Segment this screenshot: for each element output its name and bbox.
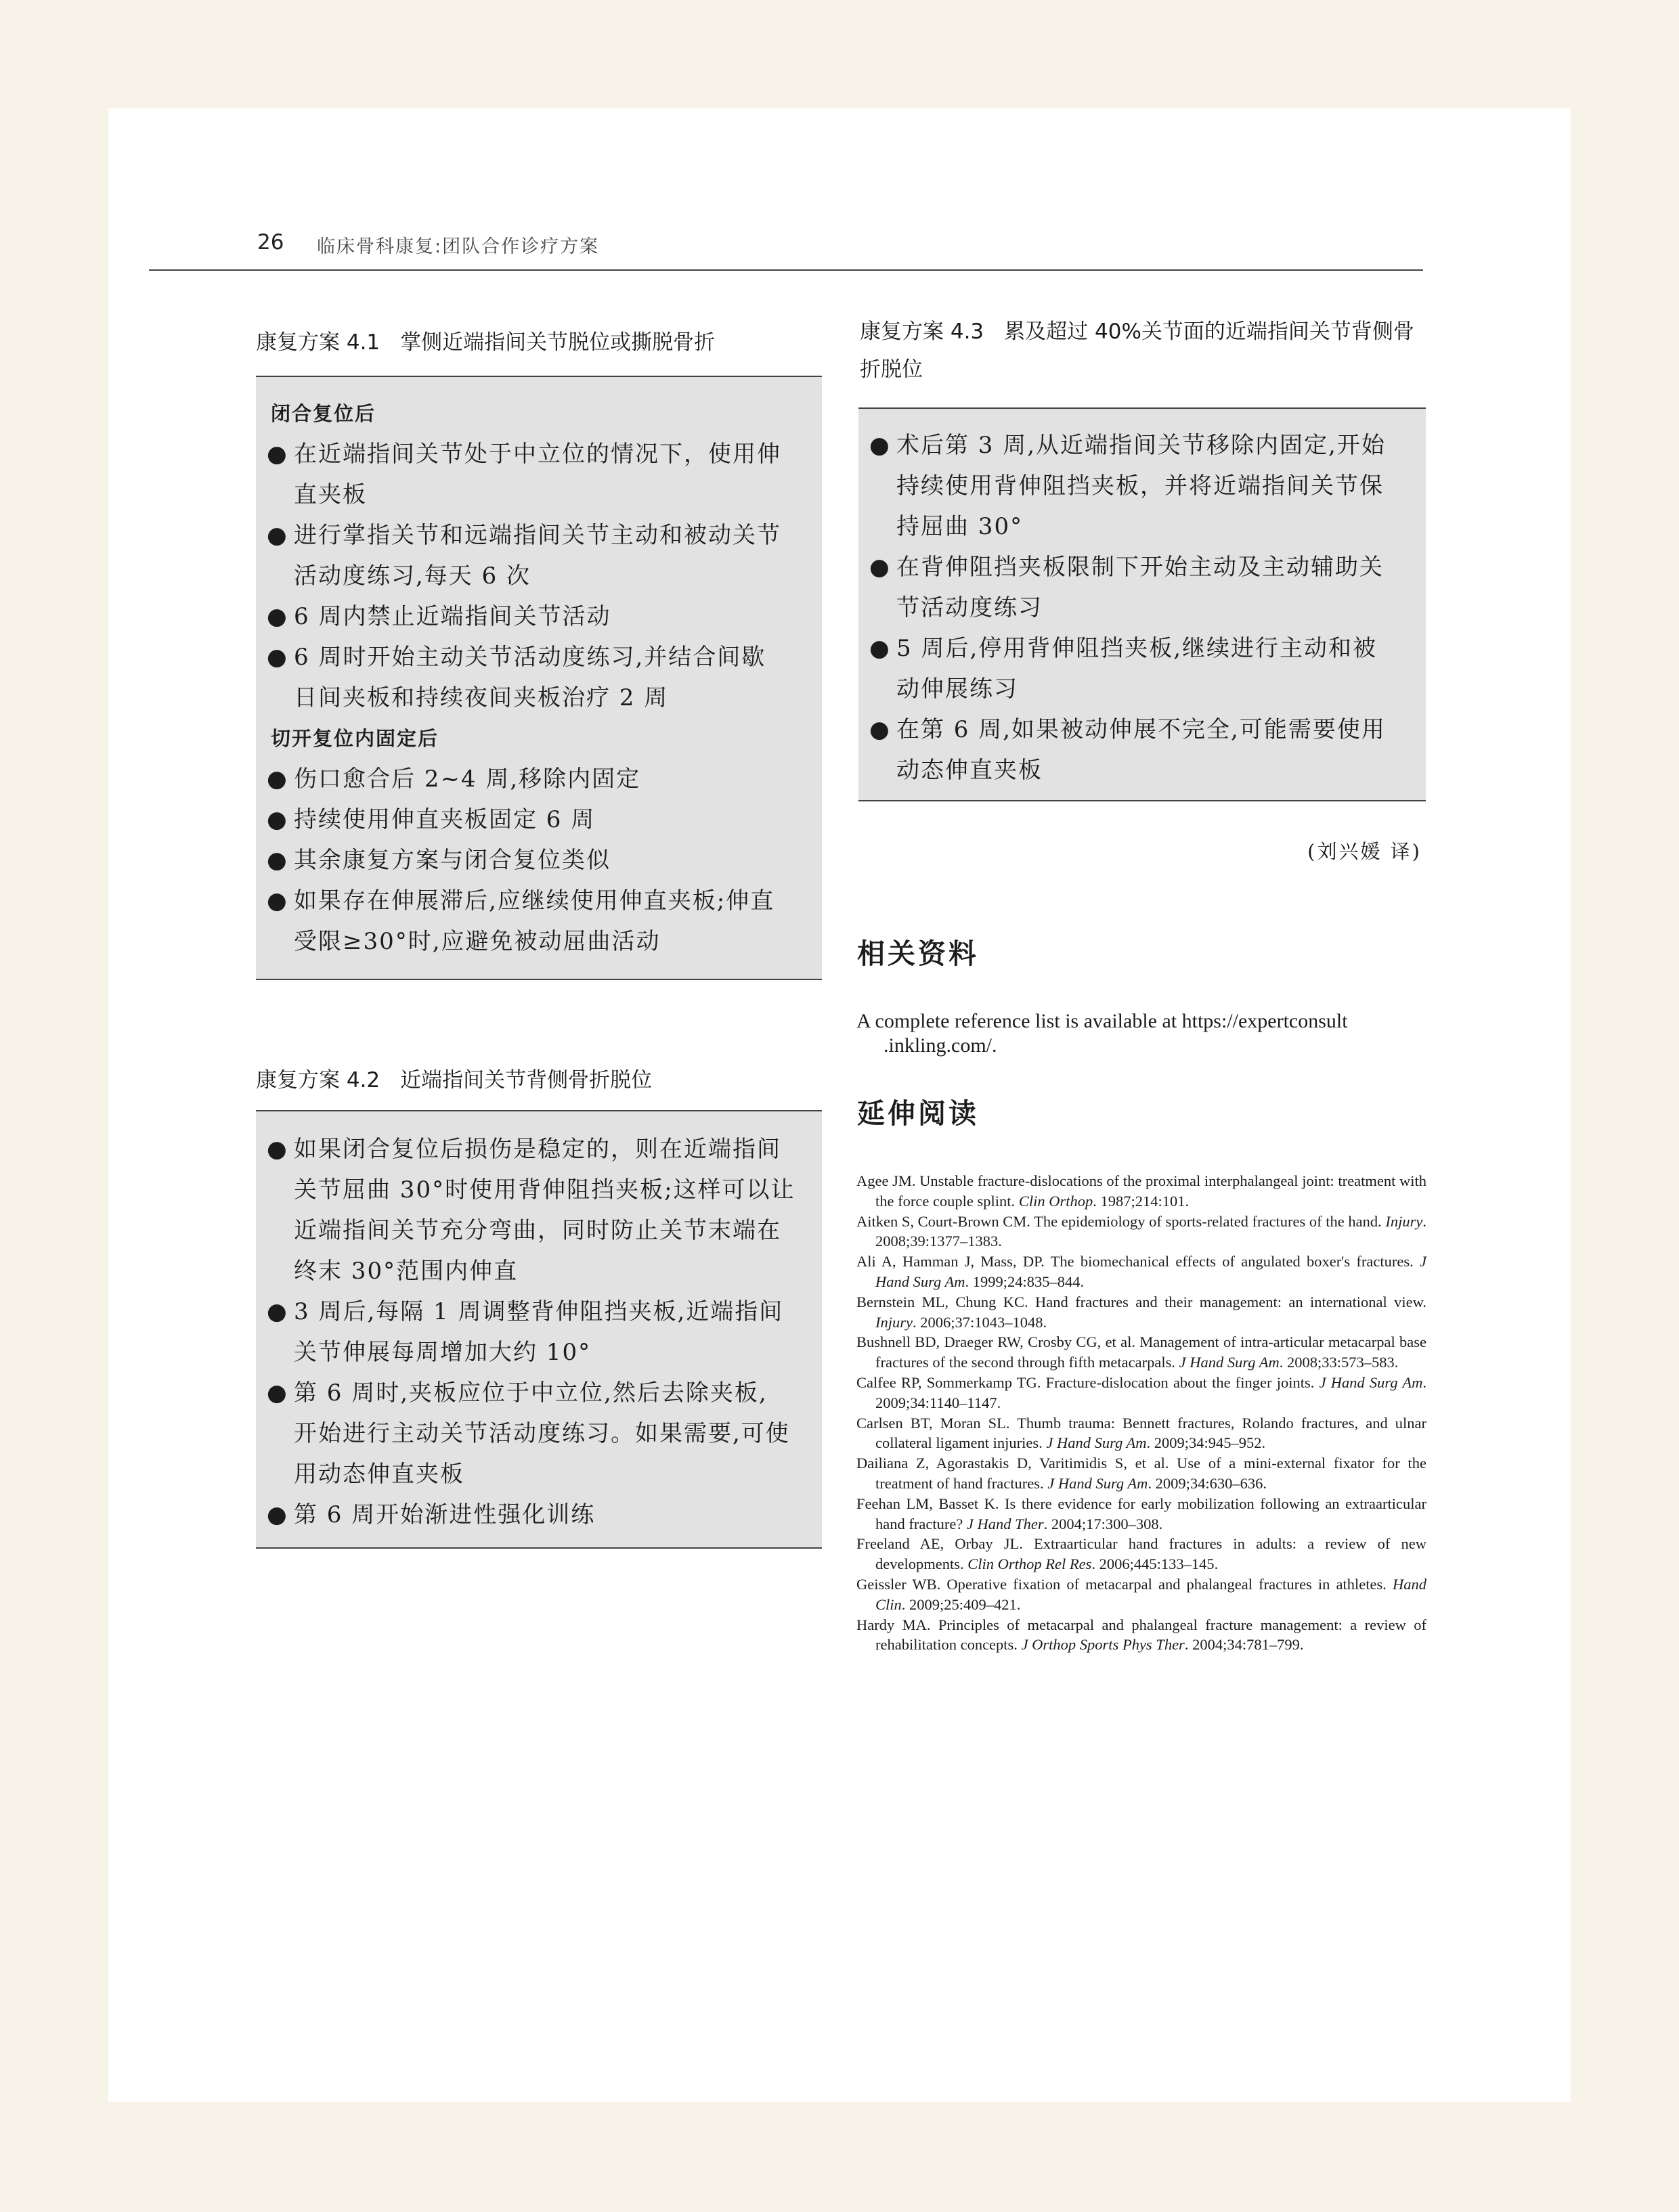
bullet-icon: ● (267, 847, 288, 874)
translator-credit: (刘兴媛 译) (1307, 840, 1422, 863)
box2-title (256, 1061, 652, 1099)
reference-item: Hardy MA. Principles of metacarpal and phalangeal fracture management: a review of rehabilitation concepts. J Orthop Sports Phys Ther. 2004;34:781–799. (856, 1616, 1426, 1654)
box2-number: 康复方案 4.2 (256, 1068, 380, 1092)
bullet-icon: ● (267, 887, 288, 914)
reference-link-line1: A complete reference list is available at https://expertconsult (856, 1010, 1348, 1032)
bullet-icon: ● (267, 1501, 288, 1528)
list-item: ● 在近端指间关节处于中立位的情况下，使用伸 直夹板 (256, 434, 822, 515)
bullet-icon: ● (267, 1136, 288, 1163)
reference-item: Feehan LM, Basset K. Is there evidence for early mobilization following an extraarticular hand fracture? J Hand Ther. 2004;17:300–308. (856, 1495, 1426, 1532)
bullet-icon: ● (869, 432, 891, 459)
list-item: ● 第 6 周时,夹板应位于中立位,然后去除夹板, 开始进行主动关节活动度练习。如果需要,可使 用动态伸直夹板 (256, 1373, 822, 1495)
list-item: ● 6 周时开始主动关节活动度练习,并结合间歇 日间夹板和持续夜间夹板治疗 2 周 (256, 637, 822, 718)
box3 (858, 407, 1426, 801)
list-item: ● 在第 6 周,如果被动伸展不完全,可能需要使用 动态伸直夹板 (858, 709, 1426, 791)
box1-list-closed (256, 434, 822, 718)
box3-list (858, 425, 1426, 791)
bullet-icon: ● (267, 806, 288, 833)
list-item: ● 进行掌指关节和远端指间关节主动和被动关节 活动度练习,每天 6 次 (256, 515, 822, 596)
reference-item: Carlsen BT, Moran SL. Thumb trauma: Bennett fractures, Rolando fractures, and ulnar collateral ligament injuries. J Hand Surg Am. 2009;34:945–952. (856, 1414, 1426, 1452)
box2-title-text: 近端指间关节背侧骨折脱位 (400, 1068, 653, 1092)
bullet-icon: ● (267, 1379, 288, 1407)
reference-list (856, 1171, 1426, 1655)
reference-item: Aitken S, Court-Brown CM. The epidemiology of sports-related fractures of the hand. Injury. 2008;39:1377–1383. (856, 1212, 1426, 1250)
bullet-icon: ● (869, 716, 891, 743)
bullet-icon: ● (869, 554, 891, 581)
reference-link-line2: .inkling.com/. (884, 1034, 997, 1057)
running-header (149, 230, 1423, 271)
box3-title (860, 313, 1414, 389)
box1-title-text: 掌侧近端指间关节脱位或撕脱骨折 (400, 330, 716, 355)
box1-section-heading: 闭合复位后 (271, 402, 376, 425)
box3-title-line2: 折脱位 (860, 357, 923, 382)
box1-number: 康复方案 4.1 (256, 330, 380, 355)
reference-item: Bernstein ML, Chung KC. Hand fractures and their management: an international view. Injury. 2006;37:1043–1048. (856, 1293, 1426, 1331)
reference-item: Agee JM. Unstable fracture-dislocations of the proximal interphalangeal joint: treatment with the force couple splint. Clin Orthop. 1987;214:101. (856, 1172, 1426, 1210)
reference-link-note (856, 1009, 1425, 1058)
list-item: ● 如果存在伸展滞后,应继续使用伸直夹板;伸直 受限≥30°时,应避免被动屈曲活动 (256, 881, 822, 962)
box1-list-orif (256, 759, 822, 962)
reference-item: Ali A, Hamman J, Mass, DP. The biomechanical effects of angulated boxer's fractures. J Hand Surg Am. 1999;24:835–844. (856, 1253, 1426, 1290)
reference-item: Dailiana Z, Agorastakis D, Varitimidis S, et al. Use of a mini-external fixator for the treatment of hand fractures. J Hand Surg Am. 2009;34:630–636. (856, 1455, 1426, 1492)
reference-item: Bushnell BD, Draeger RW, Crosby CG, et al. Management of intra-articular metacarpal base fractures of the second through fifth metacarpals. J Hand Surg Am. 2008;33:573–583. (856, 1333, 1426, 1371)
reference-item: Geissler WB. Operative fixation of metacarpal and phalangeal fractures in athletes. Hand Clin. 2009;25:409–421. (856, 1575, 1426, 1613)
list-item: ● 如果闭合复位后损伤是稳定的，则在近端指间 关节屈曲 30°时使用背伸阻挡夹板;这样可以让 近端指间关节充分弯曲，同时防止关节末端在 终末 30°范围内伸直 (256, 1129, 822, 1291)
bullet-icon: ● (267, 1298, 288, 1325)
bullet-icon: ● (267, 603, 288, 630)
list-item: ● 其余康复方案与闭合复位类似 (256, 840, 822, 881)
bullet-icon: ● (869, 635, 891, 662)
box3-title-line1: 累及超过 40%关节面的近端指间关节背侧骨 (1004, 319, 1414, 344)
box3-number: 康复方案 4.3 (860, 319, 984, 344)
reference-item: Calfee RP, Sommerkamp TG. Fracture-dislocation about the finger joints. J Hand Surg Am. 2009;34:1140–1147. (856, 1373, 1427, 1411)
box1 (256, 376, 822, 980)
list-item: ● 在背伸阻挡夹板限制下开始主动及主动辅助关 节活动度练习 (858, 547, 1426, 628)
list-item: ● 术后第 3 周,从近端指间关节移除内固定,开始 持续使用背伸阻挡夹板，并将近端指间关节保 持屈曲 30° (858, 425, 1426, 547)
box2 (256, 1110, 822, 1549)
bullet-icon: ● (267, 441, 288, 468)
list-item: ● 第 6 周开始渐进性强化训练 (256, 1495, 822, 1535)
bullet-icon: ● (267, 644, 288, 671)
box1-section-heading: 切开复位内固定后 (271, 727, 439, 750)
reference-item: Freeland AE, Orbay JL. Extraarticular hand fractures in adults: a review of new developments. Clin Orthop Rel Res. 2006;445:133–145. (856, 1535, 1426, 1573)
page-number: 26 (257, 230, 284, 255)
bullet-icon: ● (267, 522, 288, 549)
book-title: 临床骨科康复:团队合作诊疗方案 (317, 236, 600, 257)
further-reading-heading: 延伸阅读 (857, 1097, 979, 1130)
list-item: ● 持续使用伸直夹板固定 6 周 (256, 799, 822, 840)
bullet-icon: ● (267, 766, 288, 793)
related-heading: 相关资料 (857, 937, 979, 970)
list-item: ● 6 周内禁止近端指间关节活动 (256, 596, 822, 637)
list-item: ● 3 周后,每隔 1 周调整背伸阻挡夹板,近端指间 关节伸展每周增加大约 10° (256, 1291, 822, 1373)
box1-title (256, 324, 715, 361)
box2-list (256, 1129, 822, 1535)
list-item: ● 5 周后,停用背伸阻挡夹板,继续进行主动和被 动伸展练习 (858, 628, 1426, 709)
list-item: ● 伤口愈合后 2~4 周,移除内固定 (256, 759, 822, 799)
